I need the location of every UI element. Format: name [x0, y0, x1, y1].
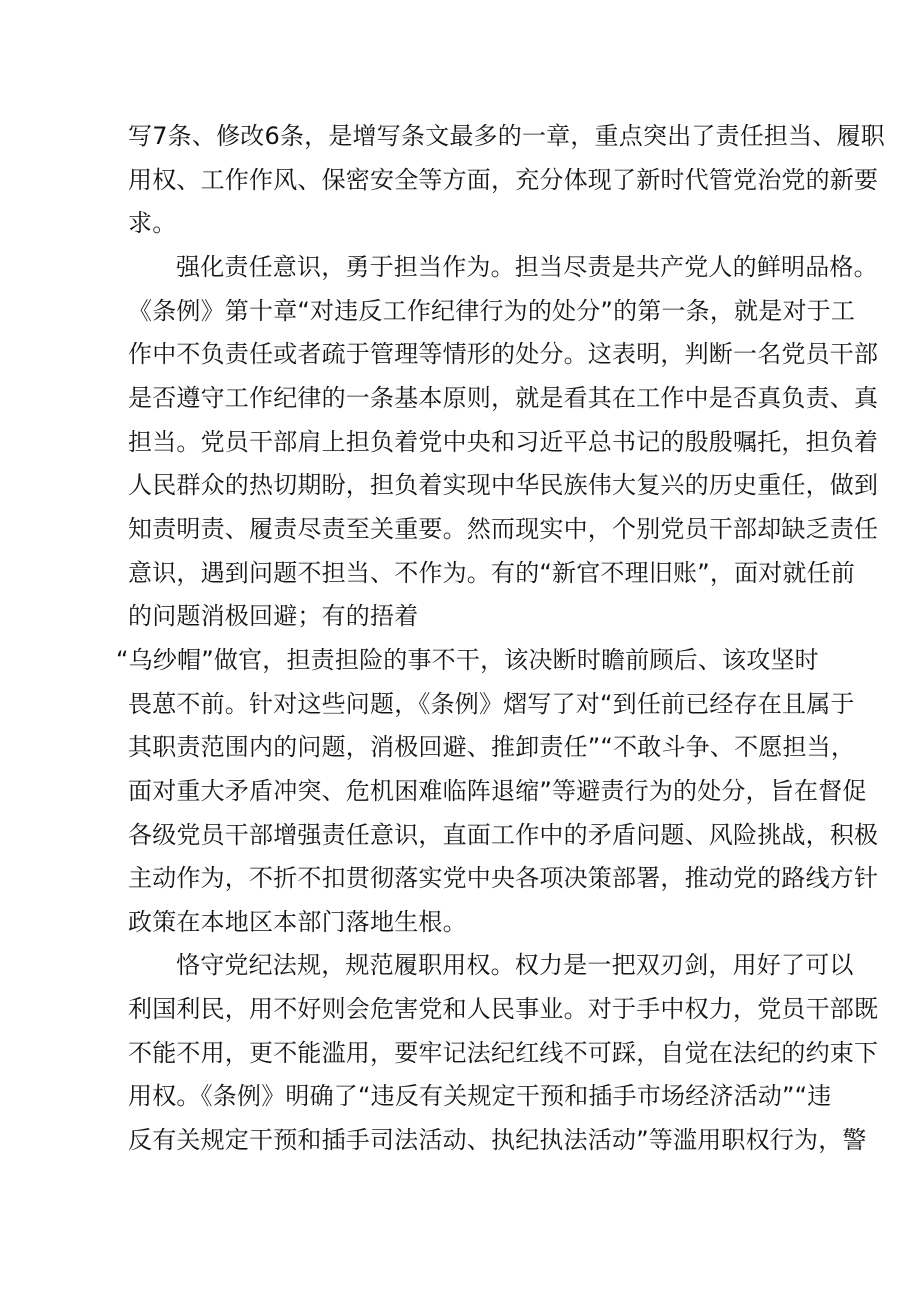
text-line-21: 利国利民，用不好则会危害党和人民事业。对于手中权力，党员干部既 [128, 995, 879, 1023]
text-line-14: 畏葸不前。针对这些问题，《条例》熠写了对“到任前已经存在且属于 [128, 690, 855, 718]
text-line-8: 担当。党员干部肩上担负着党中央和习近平总书记的殷殷嘱托，担负着 [128, 428, 879, 456]
text-line-18: 主动作为，不折不扣贯彻落实党中央各项决策部署，推动党的路线方针 [128, 864, 879, 892]
text-line-17: 各级党员干部增强责任意识，直面工作中的矛盾问题、风险挑战，积极 [128, 821, 879, 849]
text-line-9: 人民群众的热切期盼，担负着实现中华民族伟大复兴的历史重任，做到 [128, 471, 879, 499]
text-line-11: 意识，遇到问题不担当、不作为。有的“新官不理旧账”，面对就任前 [128, 559, 856, 587]
text-line-5: 《条例》第十章“对违反工作纪律行为的处分”的第一条，就是对于工 [128, 297, 856, 325]
text-line-23: 用权。《条例》明确了“违反有关规定干预和插手市场经济活动”“违 [128, 1082, 832, 1110]
text-line-6: 作中不负责任或者疏于管理等情形的处分。这表明，判断一名党员干部 [128, 340, 879, 368]
paragraph-start-responsibility: 强化责任意识，勇于担当作为。担当尽责是共产党人的鲜明品格。 [176, 253, 878, 281]
text-line-2: 用权、工作作风、保密安全等方面，充分体现了新时代管党治党的新要 [128, 166, 879, 194]
text-line-7: 是否遵守工作纪律的一条基本原则，就是看其在工作中是否真负责、真 [128, 384, 879, 412]
text-line-19: 政策在本地区本部门落地生根。 [128, 908, 467, 936]
paragraph-start-discipline: 恪守党纪法规，规范履职用权。权力是一把双刃剑，用好了可以 [176, 951, 854, 979]
text-line-12: 的问题消极回避；有的捂着 [128, 602, 419, 630]
text-line-15: 其职责范围内的问题，消极回避、推卸责任”“不敢斗争、不愿担当， [128, 733, 856, 761]
text-line-13: “乌纱帽”做官，担责担险的事不干，该决断时瞻前顾后、该攻坚时 [116, 646, 819, 674]
text-line-3: 求。 [128, 209, 177, 237]
text-line-1: 写7条、修改6条，是增写条文最多的一章，重点突出了责任担当、履职 [128, 122, 885, 150]
text-line-24: 反有关规定干预和插手司法活动、执纪执法活动”等滥用职权行为，警 [128, 1126, 867, 1154]
text-line-16: 面对重大矛盾冲突、危机困难临阵退缩”等避责行为的处分，旨在督促 [128, 777, 867, 805]
text-line-22: 不能不用，更不能滥用，要牢记法纪红线不可踩，自觉在法纪的约束下 [128, 1039, 879, 1067]
text-line-10: 知责明责、履责尽责至关重要。然而现实中，个别党员干部却缺乏责任 [128, 515, 879, 543]
